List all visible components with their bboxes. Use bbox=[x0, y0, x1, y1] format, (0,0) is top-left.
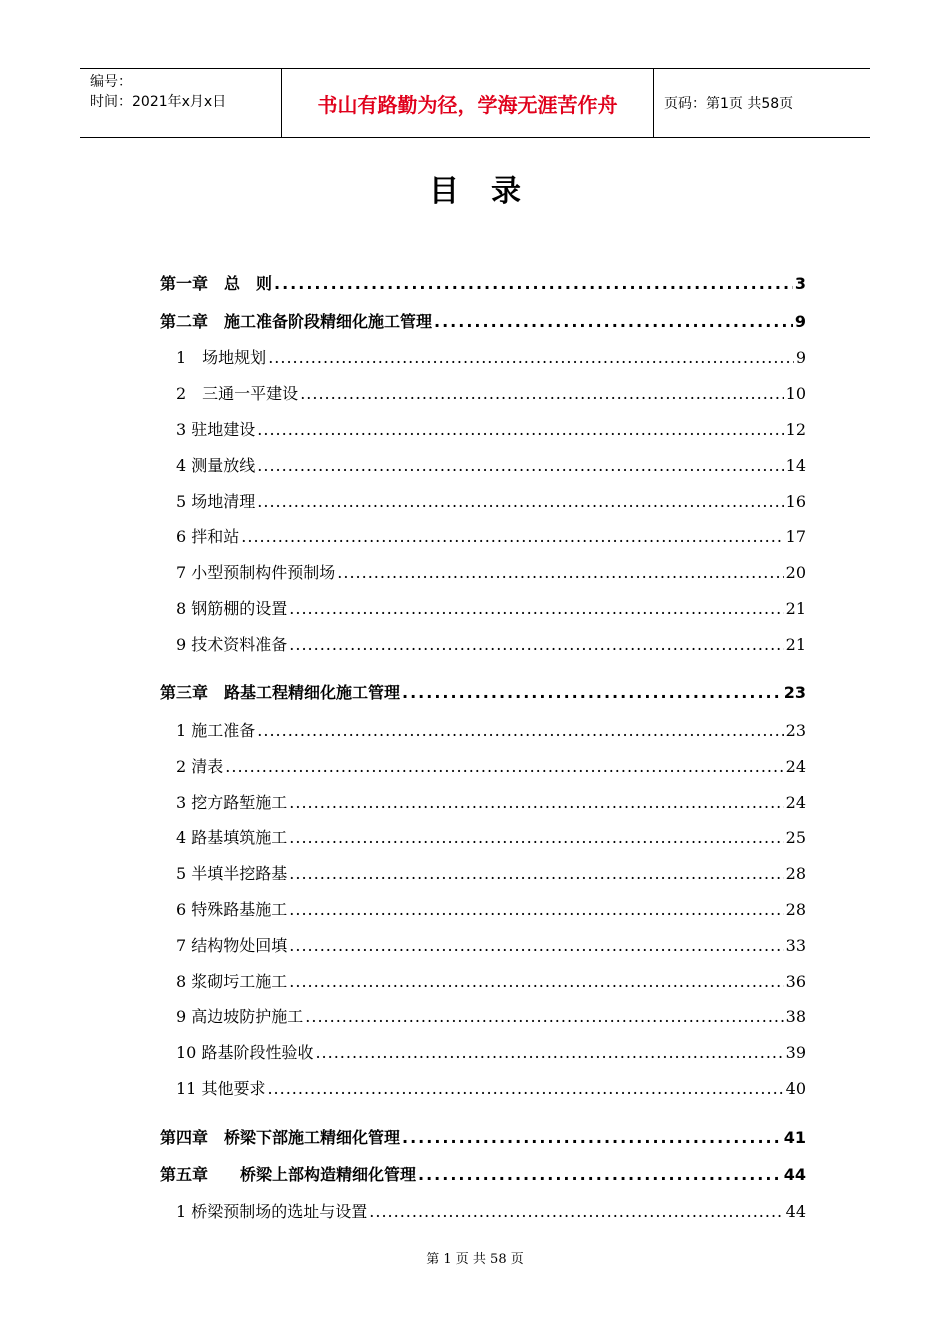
toc-entry-label: 第二章 施工准备阶段精细化施工管理 bbox=[160, 312, 433, 331]
toc-leader-dots bbox=[434, 312, 793, 331]
toc-section-entry[interactable] bbox=[176, 969, 806, 992]
toc-entry-page-number: 28 bbox=[785, 900, 806, 919]
toc-leader-dots bbox=[267, 1079, 783, 1098]
toc-entry-label: 9 技术资料准备 bbox=[176, 635, 288, 654]
toc-section-entry[interactable] bbox=[176, 381, 806, 404]
toc-leader-dots bbox=[289, 972, 783, 991]
toc-entry-label: 5 半填半挖路基 bbox=[176, 864, 288, 883]
toc-leader-dots bbox=[241, 527, 783, 546]
toc-section-entry[interactable] bbox=[176, 1199, 806, 1222]
toc-entry-page-number: 12 bbox=[785, 420, 806, 439]
toc-entry-label: 1 桥梁预制场的选址与设置 bbox=[176, 1202, 368, 1221]
toc-entry-label: 7 结构物处回填 bbox=[176, 936, 288, 955]
toc-entry-label: 7 小型预制构件预制场 bbox=[176, 563, 336, 582]
toc-leader-dots bbox=[274, 274, 793, 293]
toc-leader-dots bbox=[305, 1007, 783, 1026]
toc-leader-dots bbox=[369, 1202, 783, 1221]
toc-entry-label: 4 路基填筑施工 bbox=[176, 828, 288, 847]
toc-entry-label: 9 高边坡防护施工 bbox=[176, 1007, 304, 1026]
toc-section-entry[interactable] bbox=[176, 417, 806, 440]
toc-entry-page-number: 3 bbox=[794, 274, 806, 293]
document-number-label: 编号： bbox=[90, 74, 132, 90]
toc-leader-dots bbox=[225, 757, 783, 776]
toc-section-entry[interactable] bbox=[176, 790, 806, 813]
toc-entry-page-number: 9 bbox=[794, 312, 806, 331]
toc-entry-page-number: 36 bbox=[785, 972, 806, 991]
toc-leader-dots bbox=[257, 721, 783, 740]
toc-chapter-entry[interactable] bbox=[160, 309, 806, 332]
toc-entry-page-number: 10 bbox=[785, 384, 806, 403]
toc-leader-dots bbox=[418, 1165, 782, 1184]
page-footer: 第 1 页 共 58 页 bbox=[426, 1252, 524, 1267]
toc-entry-page-number: 14 bbox=[785, 456, 806, 475]
toc-entry-label: 8 浆砌圬工施工 bbox=[176, 972, 288, 991]
toc-entry-page-number: 24 bbox=[785, 757, 806, 776]
toc-leader-dots bbox=[289, 599, 783, 618]
toc-entry-page-number: 9 bbox=[795, 348, 806, 367]
toc-entry-label: 第四章 桥梁下部施工精细化管理 bbox=[160, 1128, 401, 1147]
toc-section-entry[interactable] bbox=[176, 1076, 806, 1099]
toc-section-entry[interactable] bbox=[176, 632, 806, 655]
toc-entry-page-number: 21 bbox=[785, 599, 806, 618]
toc-section-entry[interactable] bbox=[176, 453, 806, 476]
toc-leader-dots bbox=[257, 492, 783, 511]
toc-leader-dots bbox=[289, 864, 783, 883]
toc-entry-label: 6 拌和站 bbox=[176, 527, 240, 546]
toc-entry-label: 11 其他要求 bbox=[176, 1079, 266, 1098]
toc-section-entry[interactable] bbox=[176, 345, 806, 368]
toc-chapter-entry[interactable] bbox=[160, 680, 806, 703]
header-motto: 书山有路勤为径，学海无涯苦作舟 bbox=[282, 69, 654, 137]
toc-entry-page-number: 25 bbox=[785, 828, 806, 847]
toc-leader-dots bbox=[289, 936, 783, 955]
toc-entry-page-number: 23 bbox=[785, 721, 806, 740]
toc-section-entry[interactable] bbox=[176, 825, 806, 848]
toc-entry-page-number: 20 bbox=[785, 563, 806, 582]
toc-entry-page-number: 21 bbox=[785, 635, 806, 654]
toc-entry-page-number: 17 bbox=[785, 527, 806, 546]
toc-entry-label: 6 特殊路基施工 bbox=[176, 900, 288, 919]
toc-section-entry[interactable] bbox=[176, 489, 806, 512]
toc-leader-dots bbox=[289, 635, 783, 654]
toc-section-entry[interactable] bbox=[176, 933, 806, 956]
toc-entry-label: 第一章 总 则 bbox=[160, 274, 273, 293]
toc-entry-page-number: 16 bbox=[785, 492, 806, 511]
toc-section-entry[interactable] bbox=[176, 718, 806, 741]
toc-leader-dots bbox=[257, 420, 783, 439]
toc-entry-label: 1 施工准备 bbox=[176, 721, 256, 740]
toc-entry-label: 4 测量放线 bbox=[176, 456, 256, 475]
toc-entry-page-number: 41 bbox=[783, 1128, 806, 1147]
toc-chapter-entry[interactable] bbox=[160, 1125, 806, 1148]
toc-chapter-entry[interactable] bbox=[160, 1162, 806, 1185]
toc-entry-label: 3 驻地建设 bbox=[176, 420, 256, 439]
toc-leader-dots bbox=[289, 900, 783, 919]
toc-entry-page-number: 40 bbox=[785, 1079, 806, 1098]
toc-entry-label: 第五章 桥梁上部构造精细化管理 bbox=[160, 1165, 417, 1184]
toc-section-entry[interactable] bbox=[176, 897, 806, 920]
toc-leader-dots bbox=[300, 384, 783, 403]
toc-entry-page-number: 44 bbox=[785, 1202, 806, 1221]
toc-entry-label: 2 三通一平建设 bbox=[176, 384, 299, 403]
toc-section-entry[interactable] bbox=[176, 1040, 806, 1063]
toc-leader-dots bbox=[268, 348, 794, 367]
toc-entry-page-number: 38 bbox=[785, 1007, 806, 1026]
toc-section-entry[interactable] bbox=[176, 596, 806, 619]
toc-leader-dots bbox=[289, 793, 783, 812]
toc-entry-page-number: 44 bbox=[783, 1165, 806, 1184]
header-page-info: 页码：第1页 共58页 bbox=[664, 96, 794, 112]
toc-entry-label: 3 挖方路堑施工 bbox=[176, 793, 288, 812]
toc-entry-page-number: 23 bbox=[783, 683, 806, 702]
header-meta bbox=[80, 69, 282, 137]
toc-leader-dots bbox=[337, 563, 783, 582]
toc-section-entry[interactable] bbox=[176, 524, 806, 547]
toc-entry-page-number: 24 bbox=[785, 793, 806, 812]
toc-entry-label: 10 路基阶段性验收 bbox=[176, 1043, 314, 1062]
page-title: 目录 bbox=[429, 174, 553, 209]
toc-entry-page-number: 28 bbox=[785, 864, 806, 883]
toc-entry-label: 第三章 路基工程精细化施工管理 bbox=[160, 683, 401, 702]
toc-entry-label: 2 清表 bbox=[176, 757, 224, 776]
toc-leader-dots bbox=[315, 1043, 783, 1062]
toc-entry-page-number: 39 bbox=[785, 1043, 806, 1062]
toc-leader-dots bbox=[289, 828, 783, 847]
toc-section-entry[interactable] bbox=[176, 560, 806, 583]
toc-entry-page-number: 33 bbox=[785, 936, 806, 955]
toc-leader-dots bbox=[257, 456, 783, 475]
toc-entry-label: 5 场地清理 bbox=[176, 492, 256, 511]
toc-section-entry[interactable] bbox=[176, 1004, 806, 1027]
toc-chapter-entry[interactable] bbox=[160, 271, 806, 294]
page-header bbox=[80, 68, 870, 138]
toc-section-entry[interactable] bbox=[176, 754, 806, 777]
document-time-label: 时间：2021年x月x日 bbox=[90, 94, 227, 110]
toc-leader-dots bbox=[402, 1128, 782, 1147]
toc-section-entry[interactable] bbox=[176, 861, 806, 884]
toc-entry-label: 1 场地规划 bbox=[176, 348, 267, 367]
toc-leader-dots bbox=[402, 683, 782, 702]
toc-entry-label: 8 钢筋棚的设置 bbox=[176, 599, 288, 618]
